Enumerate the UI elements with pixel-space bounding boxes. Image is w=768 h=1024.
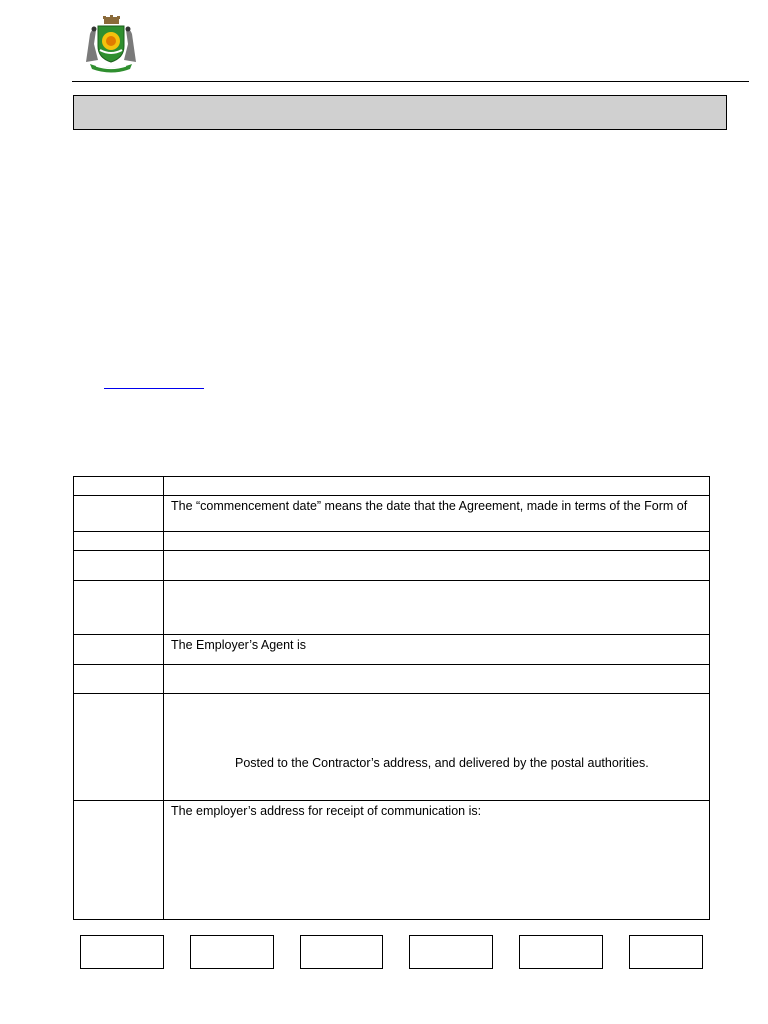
- clause-cell: [74, 532, 164, 551]
- table-row: [74, 551, 710, 581]
- table-row: [74, 496, 710, 532]
- contract-data-table: [73, 476, 710, 920]
- initial-box: [629, 935, 703, 969]
- clause-cell: [74, 665, 164, 694]
- table-row: [74, 477, 710, 496]
- clause-cell: [74, 581, 164, 635]
- coat-of-arms-icon: [80, 14, 142, 74]
- coat-of-arms-logo: [80, 14, 142, 74]
- initial-box: [300, 935, 383, 969]
- hyperlink[interactable]: [104, 376, 204, 389]
- statement-cell: [164, 532, 710, 551]
- delivery-option-text: Posted to the Contractor’s address, and delivered by the postal authorities.: [235, 756, 649, 770]
- clause-cell: [74, 496, 164, 532]
- clause-cell: [74, 551, 164, 581]
- clause-cell: [74, 694, 164, 801]
- clause-cell: [74, 635, 164, 665]
- header-divider: [72, 81, 749, 82]
- statement-cell: [164, 665, 710, 694]
- statement-cell: [164, 477, 710, 496]
- table-row: [74, 635, 710, 665]
- statement-cell: The employer’s address for receipt of communication is:: [164, 801, 710, 920]
- section-title-bar: [73, 95, 727, 130]
- initial-box: [190, 935, 274, 969]
- table-row: [74, 581, 710, 635]
- table-row: [74, 665, 710, 694]
- statement-cell: [164, 581, 710, 635]
- clause-cell: [74, 477, 164, 496]
- statement-cell: [164, 551, 710, 581]
- table-row: [74, 801, 710, 920]
- initial-box: [409, 935, 493, 969]
- statement-cell: [164, 694, 710, 801]
- statement-cell: The “commencement date” means the date that the Agreement, made in terms of the Form of: [164, 496, 710, 532]
- clause-cell: [74, 801, 164, 920]
- statement-cell: The Employer’s Agent is: [164, 635, 710, 665]
- table-row: [74, 694, 710, 801]
- statement-text: [171, 697, 702, 756]
- initial-box: [519, 935, 603, 969]
- initial-box: [80, 935, 164, 969]
- table-row: [74, 532, 710, 551]
